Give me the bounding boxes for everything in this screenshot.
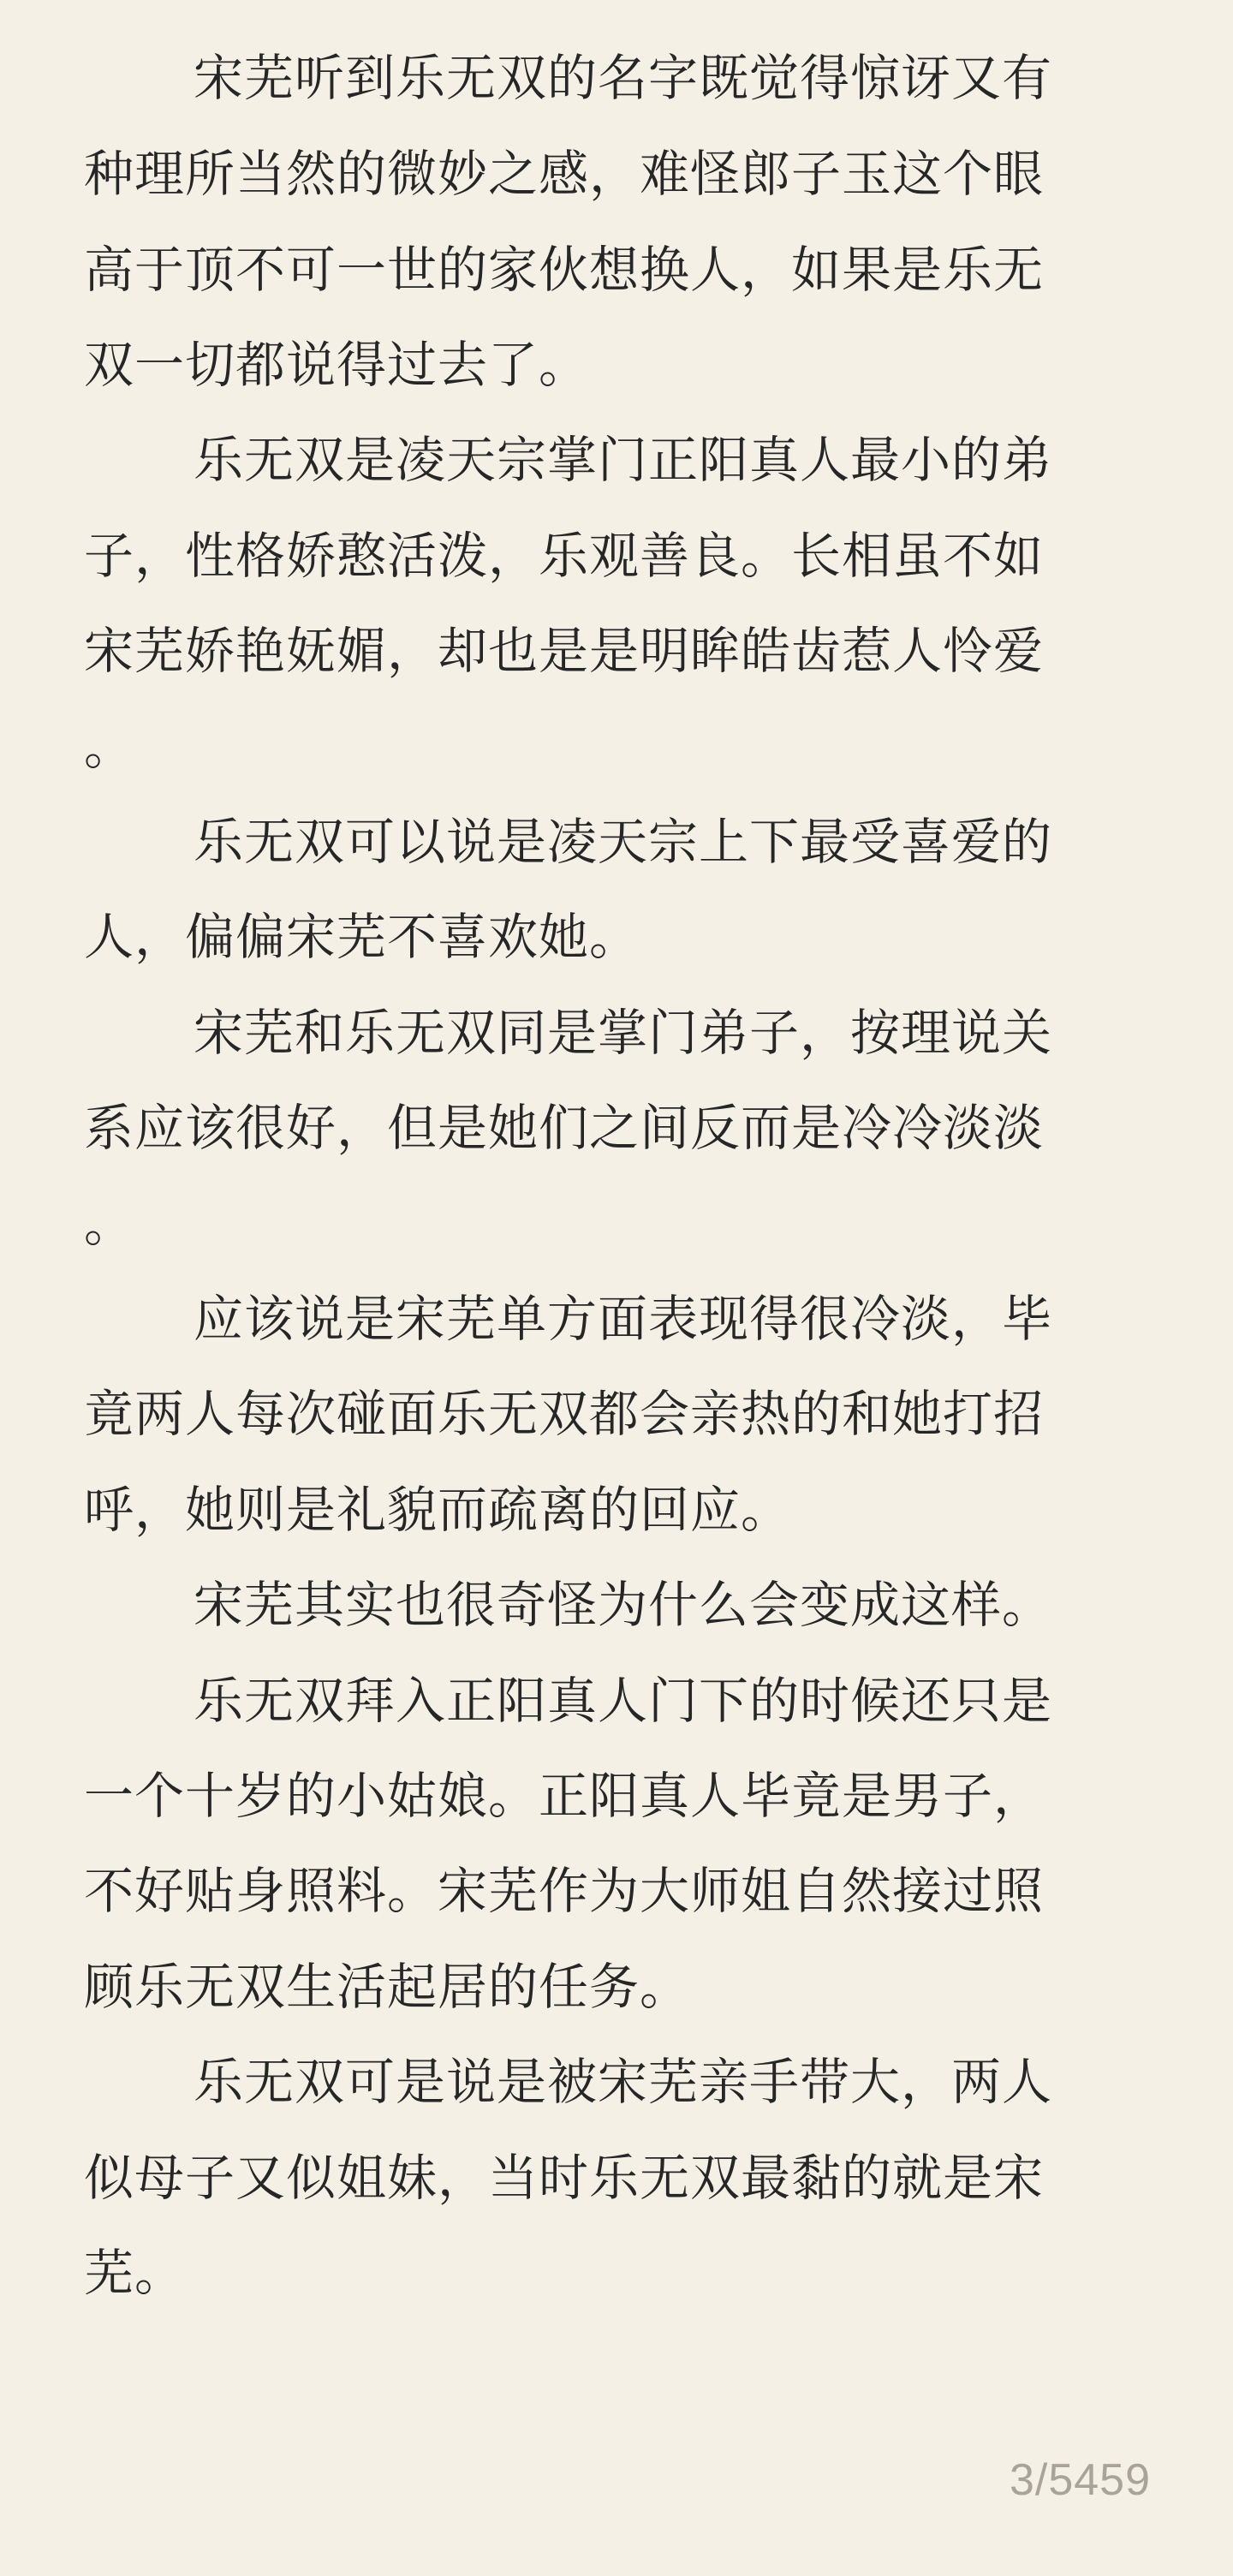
text-line: 人，偏偏宋芜不喜欢她。 xyxy=(84,908,640,966)
text-line: 芜。 xyxy=(84,2244,186,2302)
text-line: 高于顶不可一世的家伙想换人，如果是乐无 xyxy=(84,241,1045,299)
text-line: 宋芜和乐无双同是掌门弟子，按理说关 xyxy=(194,1004,1053,1062)
text-line: 。 xyxy=(84,1195,135,1253)
text-line: 种理所当然的微妙之感，难怪郎子玉这个眼 xyxy=(84,145,1045,203)
text-line: 乐无双拜入正阳真人门下的时候还只是 xyxy=(194,1672,1053,1730)
text-line: 宋芜娇艳妩媚，却也是是明眸皓齿惹人怜爱 xyxy=(84,622,1045,680)
page-indicator: 3/5459 xyxy=(1009,2455,1151,2505)
text-line: 一个十岁的小姑娘。正阳真人毕竟是男子， xyxy=(84,1767,1045,1825)
text-line: 呼，她则是礼貌而疏离的回应。 xyxy=(84,1481,792,1539)
text-line: 不好贴身照料。宋芜作为大师姐自然接过照 xyxy=(84,1862,1045,1920)
text-line: 宋芜听到乐无双的名字既觉得惊讶又有 xyxy=(194,49,1053,107)
text-line: 竟两人每次碰面乐无双都会亲热的和她打招 xyxy=(84,1385,1045,1443)
text-line: 。 xyxy=(84,718,135,776)
text-line: 乐无双可是说是被宋芜亲手带大，两人 xyxy=(194,2053,1053,2111)
text-line: 乐无双是凌天宗掌门正阳真人最小的弟 xyxy=(194,431,1053,489)
text-line: 宋芜其实也很奇怪为什么会变成这样。 xyxy=(194,1576,1053,1634)
text-line: 系应该很好，但是她们之间反而是冷冷淡淡 xyxy=(84,1099,1045,1157)
text-line: 似母子又似姐妹，当时乐无双最黏的就是宋 xyxy=(84,2149,1045,2207)
text-line: 双一切都说得过去了。 xyxy=(84,336,590,394)
text-line: 乐无双可以说是凌天宗上下最受喜爱的 xyxy=(194,813,1053,871)
text-line: 顾乐无双生活起居的任务。 xyxy=(84,1958,691,2016)
text-line: 应该说是宋芜单方面表现得很冷淡，毕 xyxy=(194,1290,1053,1348)
text-line: 子，性格娇憨活泼，乐观善良。长相虽不如 xyxy=(84,527,1045,585)
